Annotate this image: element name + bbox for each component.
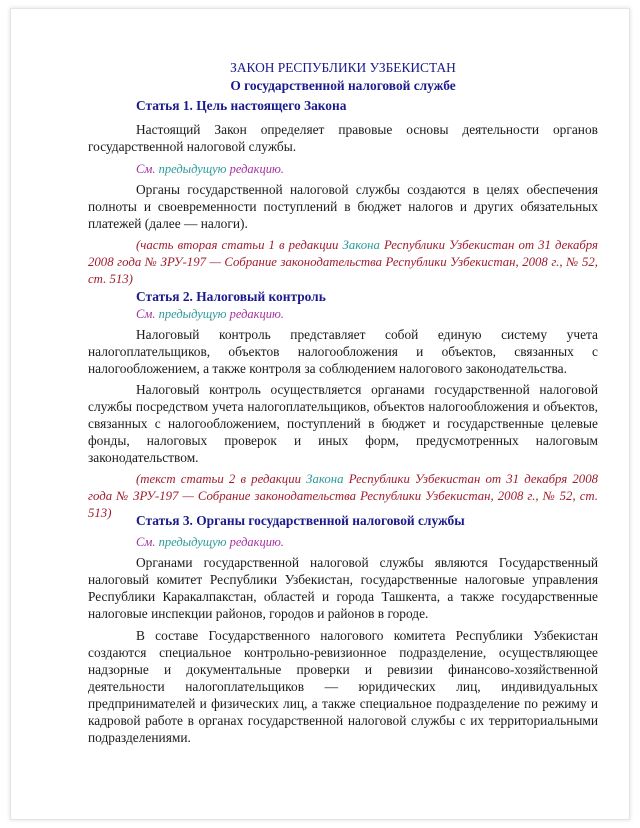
note-text: (часть вторая статьи 1 в редакции: [136, 238, 343, 252]
link-part[interactable]: редакцию.: [229, 307, 284, 321]
article-1-paragraph-2: Органы государственной налоговой службы создаются в целях обеспечения полноты и своевременности поступлений в бюджет налогов и других обязательных платежей (далее — налоги).: [88, 182, 598, 231]
article-1-paragraph-1: Настоящий Закон определяет правовые основы деятельности органов государственной налоговой службы.: [88, 122, 598, 154]
previous-edition-link[interactable]: [88, 161, 640, 178]
article-3-paragraph-1: Органами государственной налоговой службы являются Государственный налоговый комитет Республики Узбекистан, государственные налоговые управления Республики Каракалпакстан, областей и города Ташкента, а также государственные налоговые инспекции районов, городов и районов в городе.: [88, 555, 598, 621]
link-part[interactable]: редакцию.: [229, 162, 284, 176]
link-part[interactable]: редакцию.: [229, 535, 284, 549]
article-2-heading: Статья 2. Налоговый контроль: [136, 289, 326, 304]
note-text: Республики Узбекистан от 31 декабря 2008 года № ЗРУ-197 — Собрание законодательства Республики Узбекистан, 2008 г., № 52, ст. 513): [88, 238, 598, 286]
law-subtitle: О государственной налоговой службе: [230, 78, 456, 93]
article-3-heading: Статья 3. Органы государственной налоговой службы: [136, 513, 465, 528]
link-part[interactable]: См.: [136, 307, 156, 321]
article-1-note: [88, 237, 598, 288]
article-3-paragraph-2: В составе Государственного налогового комитета Республики Узбекистан создаются специальное контрольно-ревизионное подразделение, осуществляющее надзорные и документальные проверки и ревизии финансово-хозяйственной деятельности налогоплательщиков — юридических лиц, индивидуальных предпринимателей и физических лиц, а также специальное подразделение по режиму и кадровой работе в органах государственной налоговой службы с их территориальными подразделениями.: [88, 628, 598, 745]
law-title: ЗАКОН РЕСПУБЛИКИ УЗБЕКИСТАН: [230, 60, 456, 75]
law-link[interactable]: Закона: [306, 472, 344, 486]
link-part[interactable]: предыдущую: [158, 307, 227, 321]
link-part[interactable]: См.: [136, 162, 156, 176]
note-text: (текст статьи 2 в редакции: [136, 472, 307, 486]
previous-edition-link[interactable]: [88, 306, 640, 323]
link-part[interactable]: предыдущую: [158, 535, 227, 549]
previous-edition-link[interactable]: [88, 534, 640, 551]
note-text: Республики Узбекистан от 31 декабря 2008 года № ЗРУ-197 — Собрание законодательства Республики Узбекистан, 2008 г., № 52, ст. 513): [88, 472, 599, 520]
article-2-paragraph-1: Налоговый контроль представляет собой единую систему учета налогоплательщиков, объектов налогообложения и объектов, связанных с налогообложением, а также контроля за соблюдением налогового законодательства.: [88, 327, 598, 376]
link-part[interactable]: предыдущую: [158, 162, 227, 176]
article-1-heading: Статья 1. Цель настоящего Закона: [136, 98, 347, 113]
law-link[interactable]: Закона: [342, 238, 380, 252]
article-2-paragraph-2: Налоговый контроль осуществляется органами государственной налоговой службы посредством учета налогоплательщиков, объектов налогообложения и объектов, связанных с налогообложением, поступлений в бюджет и государственные целевые фонды, налоговых проверок и иных форм, предусмотренных налоговым законодательством.: [88, 382, 598, 465]
link-part[interactable]: См.: [136, 535, 156, 549]
